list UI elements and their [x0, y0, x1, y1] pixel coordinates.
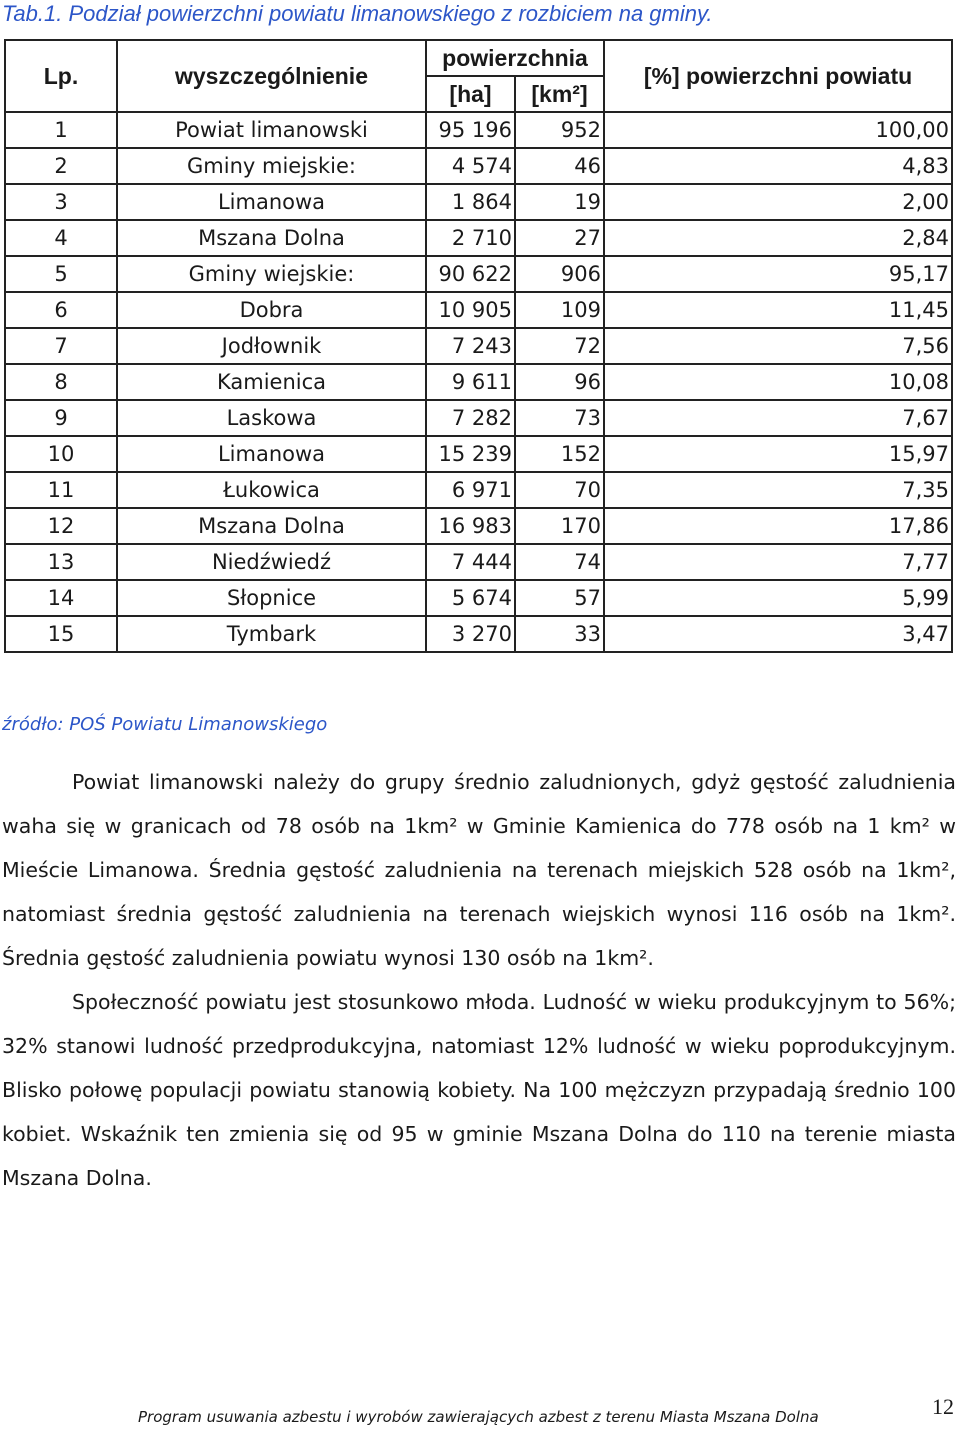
- cell-pct: 100,00: [604, 112, 952, 148]
- cell-km: 33: [515, 616, 604, 652]
- cell-pct: 2,84: [604, 220, 952, 256]
- table-body: [5, 112, 952, 652]
- cell-lp: 8: [5, 364, 117, 400]
- cell-pct: 5,99: [604, 580, 952, 616]
- page-footer: Program usuwania azbestu i wyrobów zawierających azbest z terenu Miasta Mszana Dolna: [138, 1408, 819, 1426]
- cell-ha: 90 622: [426, 256, 515, 292]
- cell-name: Dobra: [117, 292, 426, 328]
- cell-km: 96: [515, 364, 604, 400]
- cell-name: Słopnice: [117, 580, 426, 616]
- cell-km: 57: [515, 580, 604, 616]
- cell-km: 19: [515, 184, 604, 220]
- cell-pct: 10,08: [604, 364, 952, 400]
- cell-pct: 7,56: [604, 328, 952, 364]
- cell-km: 72: [515, 328, 604, 364]
- cell-name: Gminy wiejskie:: [117, 256, 426, 292]
- cell-ha: 9 611: [426, 364, 515, 400]
- cell-pct: 15,97: [604, 436, 952, 472]
- table-row: [5, 184, 952, 220]
- cell-ha: 6 971: [426, 472, 515, 508]
- cell-km: 73: [515, 400, 604, 436]
- cell-lp: 15: [5, 616, 117, 652]
- cell-km: 70: [515, 472, 604, 508]
- table-row: [5, 220, 952, 256]
- cell-lp: 13: [5, 544, 117, 580]
- table-row: [5, 472, 952, 508]
- cell-pct: 3,47: [604, 616, 952, 652]
- table-row: [5, 580, 952, 616]
- table-caption: Tab.1. Podział powierzchni powiatu limanowskiego z rozbiciem na gminy.: [2, 1, 713, 26]
- cell-lp: 5: [5, 256, 117, 292]
- cell-name: Jodłownik: [117, 328, 426, 364]
- table-row: [5, 112, 952, 148]
- paragraph-density: Powiat limanowski należy do grupy średnio zaludnionych, gdyż gęstość zaludnienia waha się w granicach od 78 osób na 1km² w Gminie Kamienica do 778 osób na 1 km² w Mieście Limanowa. Średnia gęstość zaludnienia na terenach miejskich 528 osób na 1km², natomiast średnia gęstość zaludnienia na terenach wiejskich wynosi 116 osób na 1km². Średnia gęstość zaludnienia powiatu wynosi 130 osób na 1km².: [2, 770, 956, 970]
- cell-ha: 4 574: [426, 148, 515, 184]
- source-note: źródło: POŚ Powiatu Limanowskiego: [2, 714, 328, 735]
- cell-pct: 7,35: [604, 472, 952, 508]
- cell-lp: 2: [5, 148, 117, 184]
- cell-km: 170: [515, 508, 604, 544]
- table-row: [5, 256, 952, 292]
- cell-pct: 11,45: [604, 292, 952, 328]
- cell-pct: 7,77: [604, 544, 952, 580]
- table-row: [5, 328, 952, 364]
- cell-km: 906: [515, 256, 604, 292]
- table-row: [5, 292, 952, 328]
- cell-ha: 5 674: [426, 580, 515, 616]
- cell-name: Mszana Dolna: [117, 508, 426, 544]
- paragraph-demographics: Społeczność powiatu jest stosunkowo młoda. Ludność w wieku produkcyjnym to 56%; 32% stanowi ludność przedprodukcyjna, natomiast 12% ludność w wieku poprodukcyjnym. Blisko połowę populacji powiatu stanowią kobiety. Na 100 mężczyzn przypadają średnio 100 kobiet. Wskaźnik ten zmienia się od 95 w gminie Mszana Dolna do 110 na terenie miasta Mszana Dolna.: [2, 990, 956, 1190]
- cell-name: Laskowa: [117, 400, 426, 436]
- header-km: [km²]: [515, 76, 604, 112]
- cell-ha: 95 196: [426, 112, 515, 148]
- cell-km: 74: [515, 544, 604, 580]
- cell-name: Kamienica: [117, 364, 426, 400]
- cell-km: 109: [515, 292, 604, 328]
- header-lp: Lp.: [5, 40, 117, 112]
- cell-name: Łukowica: [117, 472, 426, 508]
- cell-lp: 6: [5, 292, 117, 328]
- cell-lp: 3: [5, 184, 117, 220]
- cell-lp: 1: [5, 112, 117, 148]
- cell-name: Mszana Dolna: [117, 220, 426, 256]
- cell-km: 46: [515, 148, 604, 184]
- page-number: 12: [932, 1394, 954, 1419]
- header-name: wyszczególnienie: [117, 40, 426, 112]
- cell-ha: 7 444: [426, 544, 515, 580]
- table-row: [5, 508, 952, 544]
- cell-lp: 10: [5, 436, 117, 472]
- cell-ha: 1 864: [426, 184, 515, 220]
- table-row: [5, 364, 952, 400]
- cell-lp: 14: [5, 580, 117, 616]
- cell-pct: 2,00: [604, 184, 952, 220]
- table-row: [5, 148, 952, 184]
- cell-lp: 9: [5, 400, 117, 436]
- cell-ha: 16 983: [426, 508, 515, 544]
- cell-ha: 7 243: [426, 328, 515, 364]
- cell-name: Tymbark: [117, 616, 426, 652]
- cell-name: Niedźwiedź: [117, 544, 426, 580]
- area-table: [4, 39, 953, 653]
- header-area: powierzchnia: [426, 40, 604, 76]
- table-row: [5, 436, 952, 472]
- cell-ha: 2 710: [426, 220, 515, 256]
- cell-ha: 10 905: [426, 292, 515, 328]
- cell-km: 952: [515, 112, 604, 148]
- cell-name: Limanowa: [117, 436, 426, 472]
- cell-pct: 7,67: [604, 400, 952, 436]
- table-row: [5, 544, 952, 580]
- cell-lp: 12: [5, 508, 117, 544]
- cell-name: Powiat limanowski: [117, 112, 426, 148]
- cell-lp: 11: [5, 472, 117, 508]
- cell-ha: 3 270: [426, 616, 515, 652]
- cell-lp: 4: [5, 220, 117, 256]
- cell-name: Limanowa: [117, 184, 426, 220]
- header-ha: [ha]: [426, 76, 515, 112]
- cell-km: 152: [515, 436, 604, 472]
- header-pct: [%] powierzchni powiatu: [604, 40, 952, 112]
- body-text: [2, 760, 956, 1200]
- cell-pct: 17,86: [604, 508, 952, 544]
- table-row: [5, 400, 952, 436]
- cell-ha: 15 239: [426, 436, 515, 472]
- cell-pct: 4,83: [604, 148, 952, 184]
- cell-km: 27: [515, 220, 604, 256]
- table-row: [5, 616, 952, 652]
- cell-name: Gminy miejskie:: [117, 148, 426, 184]
- cell-lp: 7: [5, 328, 117, 364]
- cell-ha: 7 282: [426, 400, 515, 436]
- cell-pct: 95,17: [604, 256, 952, 292]
